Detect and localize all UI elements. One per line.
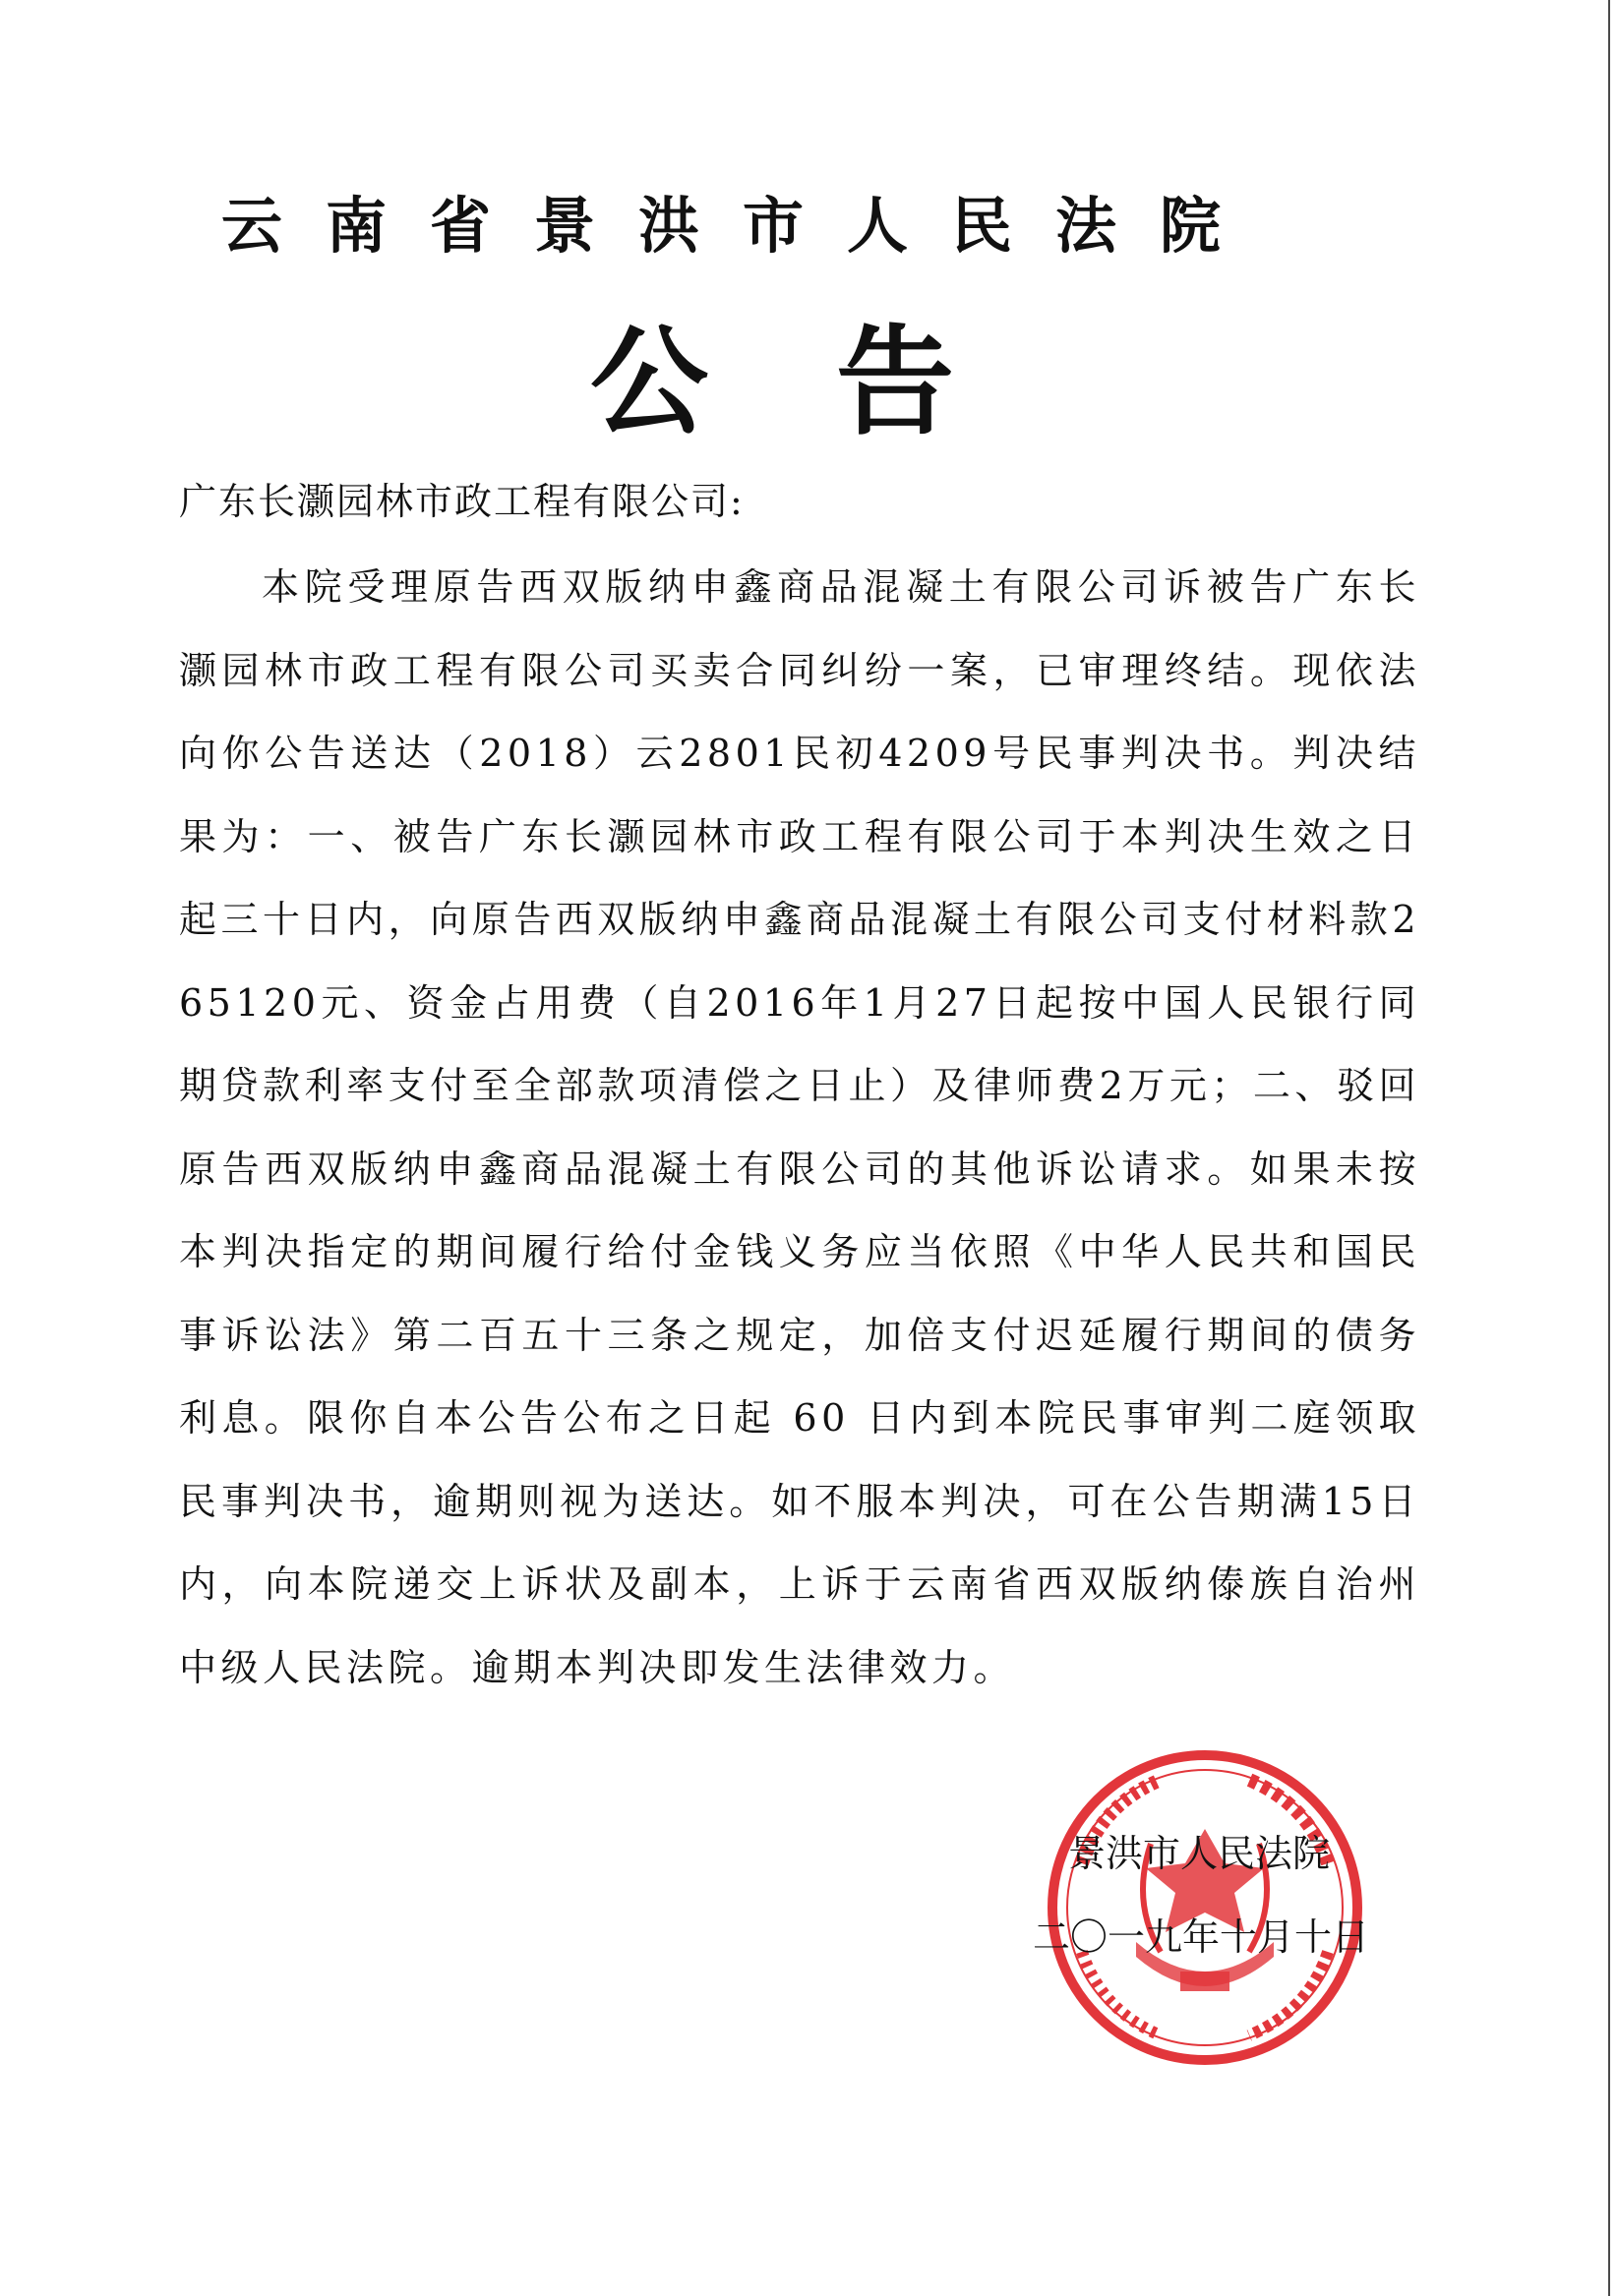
signature-court-name: 景洪市人民法院 — [1068, 1832, 1331, 1875]
signature-date: 二〇一九年十月十日 — [1033, 1915, 1370, 1959]
notice-addressee: 广东长灏园林市政工程有限公司: — [179, 480, 745, 523]
notice-body: 本院受理原告西双版纳申鑫商品混凝土有限公司诉被告广东长灏园林市政工程有限公司买卖合同纠纷一案，已审理终结。现依法向你公告送达（2018）云2801民初4209号民事判决书。判决结果为：一、被告广东长灏园林市政工程有限公司于本判决生效之日起三十日内，向原告西双版纳申鑫商品混凝土有限公司支付材料款265120元、资金占用费（自2016年1月27日起按中国人民银行同期贷款利率支付至全部款项清偿之日止）及律师费2万元；二、驳回原告西双版纳申鑫商品混凝土有限公司的其他诉讼请求。如果未按本判决指定的期间履行给付金钱义务应当依照《中华人民共和国民事诉讼法》第二百五十三条之规定，加倍支付迟延履行期间的债务利息。限你自本公告公布之日起 60 日内到本院民事审判二庭领取民事判决书，逾期则视为送达。如不服本判决，可在公告期满15日内，向本院递交上诉状及副本，上诉于云南省西双版纳傣族自治州中级人民法院。逾期本判决即发生法律效力。 — [179, 565, 1420, 1689]
court-name-heading: 云南省景洪市人民法院 — [221, 190, 1265, 262]
notice-title: 公告 — [590, 315, 1082, 451]
scan-edge-line — [1608, 0, 1610, 2296]
